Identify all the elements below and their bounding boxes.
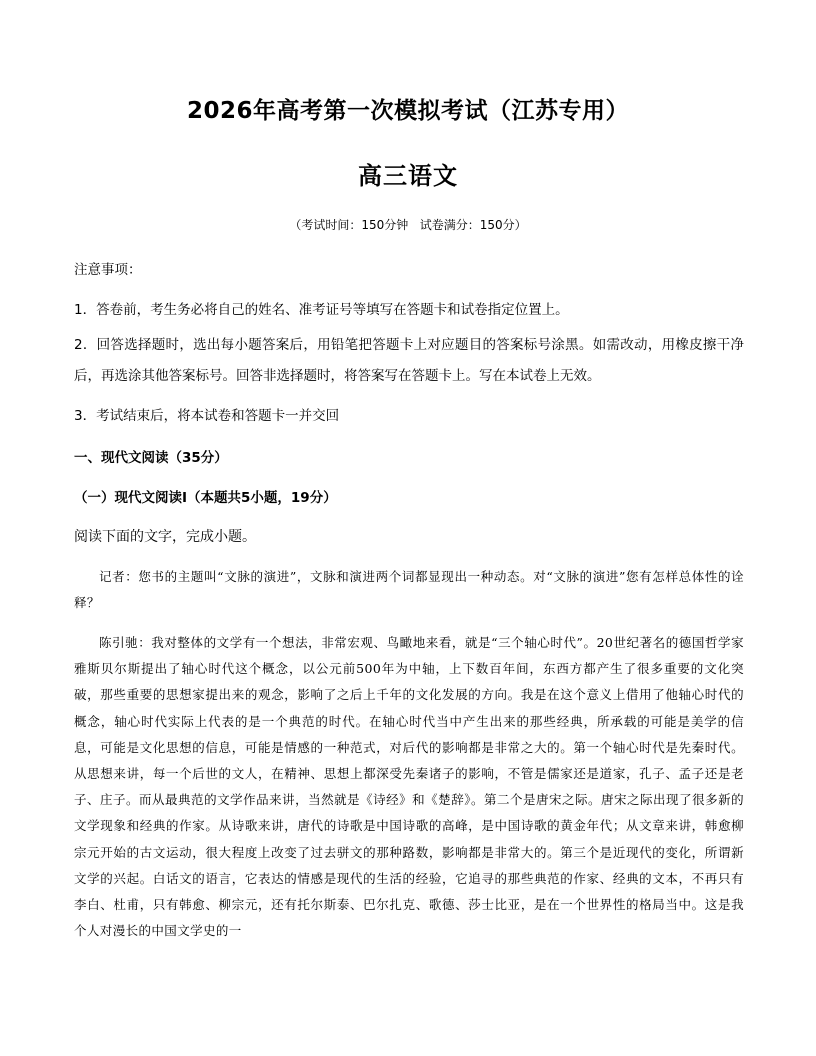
note-item-1: 1．答卷前，考生务必将自己的姓名、准考证号等填写在答题卡和试卷指定位置上。: [74, 302, 569, 318]
exam-info: （考试时间：150分钟 试卷满分：150分）: [289, 218, 527, 232]
exam-title: 2026年高考第一次模拟考试（江苏专用）: [186, 98, 629, 124]
note-item-2: 2．回答选择题时，选出每小题答案后，用铅笔把答题卡上对应题目的答案标号涂黑。如需改动，用橡皮擦干净后，再选涂其他答案标号。回答非选择题时，将答案写在答题卡上。写在本试卷上无效。: [74, 337, 744, 384]
passage-paragraph-2: 陈引驰：我对整体的文学有一个想法，非常宏观、鸟瞰地来看，就是“三个轴心时代”。20世纪著名的德国哲学家雅斯贝尔斯提出了轴心时代这个概念，以公元前500年为中轴，上下数百年间，东西方都产生了很多重要的文化突破，那些重要的思想家提出来的观念，影响了之后上千年的文化发展的方向。我是在这个意义上借用了他轴心时代的概念，轴心时代实际上代表的是一个典范的时代。在轴心时代当中产生出来的那些经典，所承载的可能是美学的信息，可能是文化思想的信息，可能是情感的一种范式，对后代的影响都是非常之大的。第一个轴心时代是先秦时代。从思想来讲，每一个后世的文人，在精神、思想上都深受先秦诸子的影响，不管是儒家还是道家，孔子、孟子还是老子、庄子。而从最典范的文学作品来讲，当然就是《诗经》和《楚辞》。第二个是唐宋之际。唐宋之际出现了很多新的文学现象和经典的作家。从诗歌来讲，唐代的诗歌是中国诗歌的高峰，是中国诗歌的黄金年代；从文章来讲，韩愈柳宗元开始的古文运动，很大程度上改变了过去骈文的那种路数，影响都是非常大的。第三个是近现代的变化，所谓新文学的兴起。白话文的语言，它表达的情感是现代的生活的经验，它追寻的那些典范的作家、经典的文本，不再只有李白、杜甫，只有韩愈、柳宗元，还有托尔斯泰、巴尔扎克、歌德、莎士比亚，是在一个世界性的格局当中。这是我个人对漫长的中国文学史的一: [74, 635, 744, 939]
passage-instruction: 阅读下面的文字，完成小题。: [74, 529, 256, 545]
section-subheading: （一）现代文阅读Ⅰ（本题共5小题，19分）: [74, 490, 337, 506]
passage-paragraph-1: 记者：您书的主题叫“文脉的演进”，文脉和演进两个词都显现出一种动态。对“文脉的演进”您有怎样总体性的诠释？: [74, 569, 744, 611]
note-item-3: 3．考试结束后，将本试卷和答题卡一并交回: [74, 408, 340, 424]
notes-heading: 注意事项：: [74, 262, 142, 278]
subject-title: 高三语文: [358, 162, 458, 190]
section-heading: 一、现代文阅读（35分）: [74, 450, 228, 466]
